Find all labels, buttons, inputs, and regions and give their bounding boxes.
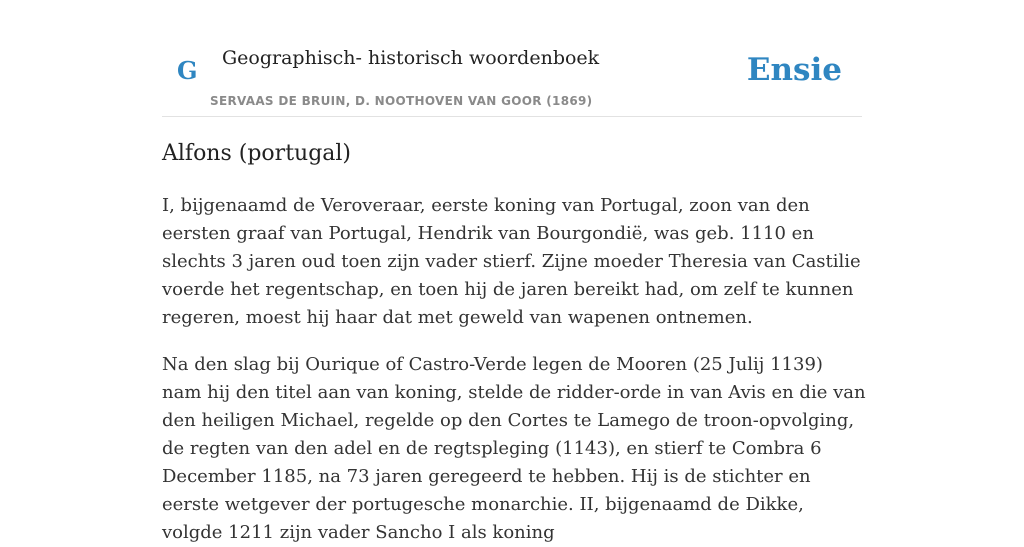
ensie-logo-link[interactable]: Ensie xyxy=(746,52,842,88)
entry-content xyxy=(162,138,867,547)
book-author: SERVAAS DE BRUIN, D. NOOTHOVEN VAN GOOR (1869) xyxy=(210,94,593,108)
entry-body xyxy=(162,192,867,547)
book-initial-icon: G xyxy=(177,56,198,85)
entry-paragraph: I, bijgenaamd de Veroveraar, eerste koning van Portugal, zoon van den eersten graaf van Portugal, Hendrik van Bourgondië, was geb. 1110 en slechts 3 jaren oud toen zijn vader stierf. Zijne moeder Theresia van Castilie voerde het regentschap, en toen hij de jaren bereikt had, om zelf te kunnen regeren, moest hij haar dat met geweld van wapenen ontnemen. xyxy=(162,195,861,328)
entry-title: Alfons (portugal) xyxy=(162,141,352,166)
book-title-link[interactable]: Geographisch- historisch woordenboek xyxy=(222,47,600,69)
book-header xyxy=(162,0,862,117)
entry-paragraph: Na den slag bij Ourique of Castro-Verde legen de Mooren (25 Julij 1139) nam hij den titel aan van koning, stelde de ridder-orde in van Avis en die van den heiligen Michael, regelde op den Cortes te Lamego de troon-opvolging, de regten van den adel en de regtspleging (1143), en stierf te Combra 6 December 1185, na 73 jaren geregeerd te hebben. Hij is de stichter en eerste wetgever der portugesche monarchie. II, bijgenaamd de Dikke, volgde 1211 zijn vader Sancho I als koning xyxy=(162,354,866,543)
